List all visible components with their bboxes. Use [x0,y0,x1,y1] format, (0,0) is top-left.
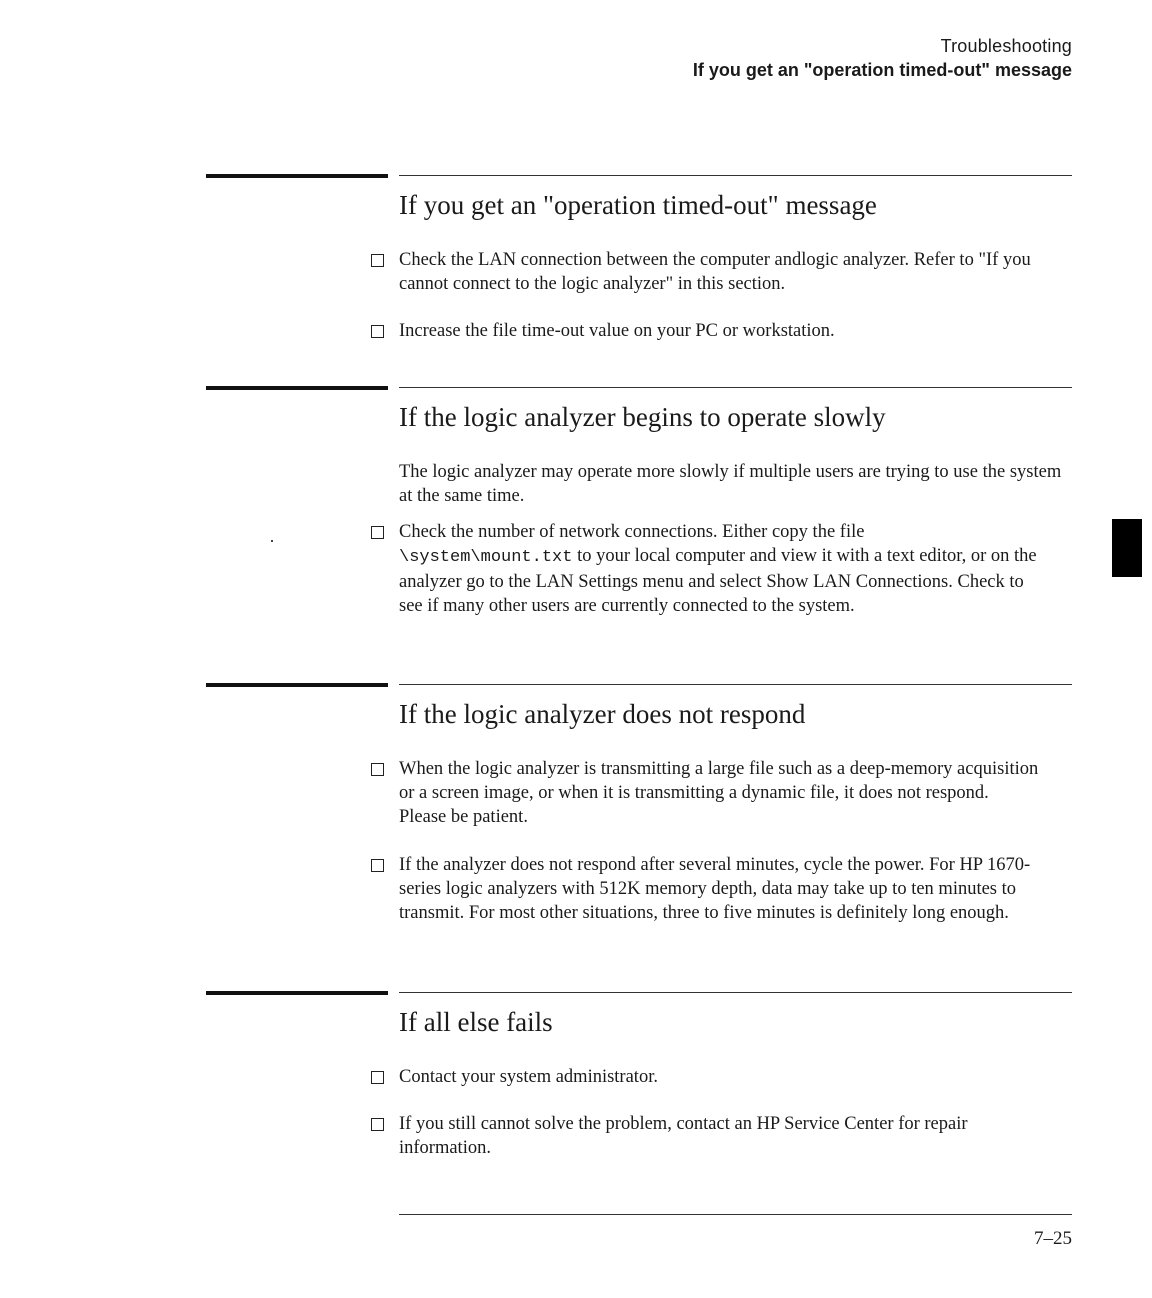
bullet-text: If the analyzer does not respond after several minutes, cycle the power. For HP 1670-series logic analyzers with 512K memory depth, data may take up to ten minutes to transmit. For most other situations, three to five minutes is definitely long enough. [399,855,1031,923]
checkbox-icon [371,325,384,338]
checkbox-icon [371,1118,384,1131]
section-rule-thin [399,175,1072,176]
section-paragraph: The logic analyzer may operate more slowly if multiple users are trying to use the system at the same time. [399,462,1062,506]
bullet-text-prefix: Check the number of network connections. Either copy the file [399,522,865,542]
section-rule-thick [206,386,388,390]
section-heading: If the logic analyzer does not respond [399,699,806,729]
bullet-text: When the logic analyzer is transmitting a large file such as a deep-memory acquisition or a screen image, or when it is transmitting a dynamic file, it does not respond. Please be patient. [399,759,1039,827]
section-rule-thin [399,684,1072,685]
checkbox-icon [371,1071,384,1084]
file-path-code: \system\mount.txt [399,548,573,567]
section-rule-thin [399,387,1072,388]
scan-speck [271,540,273,542]
bullet-text: Check the LAN connection between the computer andlogic analyzer. Refer to "If you cannot connect to the logic analyzer" in this section. [399,250,1031,294]
chapter-thumb-tab [1112,519,1142,577]
section-title: If you get an "operation timed-out" message [692,60,1072,80]
section-heading: If the logic analyzer begins to operate slowly [399,402,886,432]
footer-rule [399,1214,1072,1215]
checkbox-icon [371,763,384,776]
section-heading: If you get an "operation timed-out" message [399,190,877,220]
checkbox-icon [371,254,384,267]
bullet-text: Increase the file time-out value on your PC or workstation. [399,321,835,341]
bullet-text [399,520,1039,618]
bullet-text: Contact your system administrator. [399,1067,658,1087]
section-rule-thick [206,683,388,687]
page-number: 7–25 [1034,1228,1072,1249]
bullet-text: If you still cannot solve the problem, contact an HP Service Center for repair information. [399,1114,968,1158]
checkbox-icon [371,526,384,539]
section-rule-thick [206,174,388,178]
checkbox-icon [371,859,384,872]
bullet-text-suffix: to your local computer and view it with a text editor, or on the analyzer go to the LAN Settings menu and select Show LAN Connections. Check to see if many other users are currently connected to the system. [399,546,1037,616]
section-rule-thick [206,991,388,995]
running-header [693,34,1072,82]
section-rule-thin [399,992,1072,993]
chapter-title: Troubleshooting [940,36,1072,56]
section-heading: If all else fails [399,1007,553,1037]
